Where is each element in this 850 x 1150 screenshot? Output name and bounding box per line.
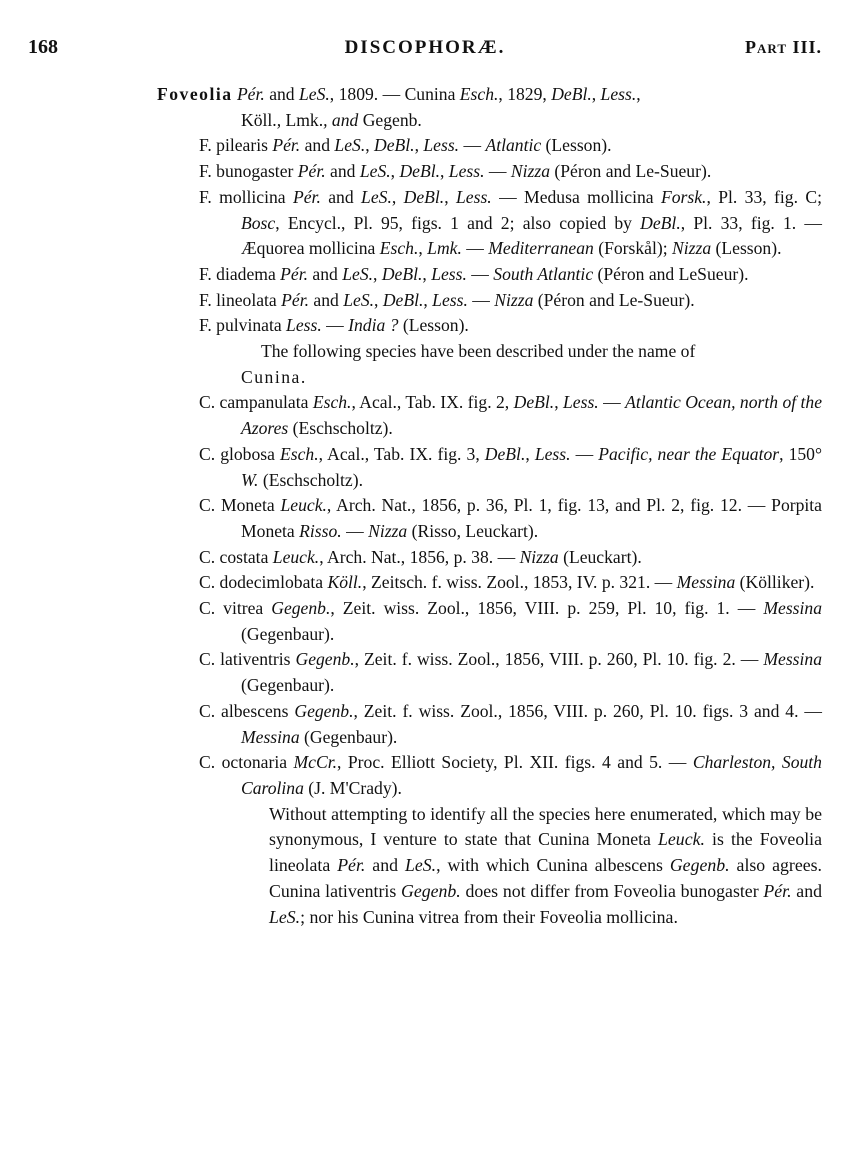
closing-paragraph-text [241,802,822,931]
text-run: and [264,84,299,104]
text-run: (Lesson). [398,315,469,336]
text-run: , Pl. 33, fig. C; [706,186,823,207]
text-run: , 1829, [498,84,552,104]
text-run: C. globosa [199,443,281,464]
italic-citation: Charleston, South Carolina [241,752,822,798]
genus-line-1 [233,84,641,104]
text-run: (Gegenbaur). [241,623,335,644]
species-entry-moneta [199,493,822,544]
italic-citation: LeS. [269,906,301,927]
italic-citation: Pacific, near the Equator [598,443,780,464]
species-entry-pilearis [199,133,822,159]
text-run: , Zeit. f. wiss. Zool., 1856, VIII. p. 260, Pl. 10. fig. 2. — [354,649,764,670]
text-run: C. albescens [199,700,295,721]
italic-citation: LeS. [404,855,437,876]
text-run: (Lesson). [541,135,612,156]
italic-citation: DeBl. [513,392,555,413]
species-entry-diadema [199,262,822,288]
italic-citation: LeS. [343,289,375,310]
text-run: , Zeit. wiss. Zool., 1856, VIII. p. 259, Pl. 10, fig. 1. — [330,598,764,619]
text-run: (Eschscholtz). [288,418,393,439]
text-run: , with which Cunina albescens [436,855,670,876]
text-run: and [300,135,335,156]
text-run: (Péron and Le-Sueur). [533,289,695,310]
text-run: , [554,392,563,413]
text-run: (Kölliker). [735,572,815,593]
text-run: (Gegenbaur). [299,726,398,747]
species-entry-campanulata [199,390,823,441]
text-run: — [466,263,494,284]
cunina-note-name: Cunina [241,366,301,387]
italic-citation: Gegenb. [669,855,730,876]
text-run: F. mollicina [199,186,293,207]
text-run: and [320,186,362,207]
text-run: , Zeitsch. f. wiss. Zool., 1853, IV. p. 321. — [362,572,677,593]
text-run: , [390,161,400,182]
text-run: — Medusa mollicina [491,186,661,207]
italic-citation: Forsk. [660,186,707,207]
cunina-note-end: . [300,366,306,387]
closing-paragraph [241,802,822,931]
text-run: — [461,238,489,259]
page-body [0,82,850,930]
italic-citation: Pér. [236,84,265,104]
italic-citation: Pér. [272,135,301,156]
text-run: , Zeit. f. wiss. Zool., 1856, VIII. p. 260, Pl. 10. figs. 3 and 4. — [353,700,823,721]
italic-citation: South Atlantic [493,263,594,284]
text-run: (Leuckart). [558,546,642,567]
italic-citation: Nizza [368,520,408,541]
italic-citation: Gegenb. [295,649,355,670]
text-run: (Forskål); [593,238,672,259]
text-run: F. bunogaster [199,161,298,182]
text-run: (Péron and LeSueur). [593,263,749,284]
text-run: and [365,855,405,876]
italic-citation: LeS. [359,161,391,182]
text-run: (Eschscholtz). [258,469,364,490]
text-run: Gegenb. [362,109,422,130]
text-run: , [423,289,433,310]
text-run: F. pilearis [199,135,273,156]
text-run: — [321,315,349,336]
text-run: , Encycl., Pl. 95, figs. 1 and 2; also copied by [275,212,641,233]
italic-citation: Leuck. [280,495,327,516]
italic-citation: Less. [423,135,460,156]
text-run: — [484,161,511,182]
text-run: and [791,880,822,901]
text-run: , [636,84,641,104]
italic-citation: Gegenb. [271,598,331,619]
italic-citation: Pér. [297,161,326,182]
italic-citation: Lmk. [427,238,462,259]
text-run: F. pulvinata [199,315,287,336]
italic-citation: India ? [348,315,399,336]
text-run: C. octonaria [199,752,294,773]
italic-citation: Less. [600,84,637,104]
italic-citation: W. [241,469,259,490]
text-run: Lmk. [285,109,324,130]
text-run: F. diadema [199,263,281,284]
italic-citation: Less. [456,186,492,207]
species-entry-costata [199,545,822,571]
text-run: does not differ from Foveolia bunogaster [460,880,764,901]
species-entry-lativentris [199,647,822,698]
text-run: and [308,263,343,284]
italic-citation: DeBl. [399,161,440,182]
italic-citation: DeBl. [551,84,592,104]
species-entry-pulvinata [199,313,822,339]
italic-citation: , [276,109,286,130]
italic-citation: Messina [763,649,822,670]
italic-citation: Nizza [494,289,534,310]
text-run: (Gegenbaur). [241,675,335,696]
text-run: , [591,84,601,104]
italic-citation: Atlantic [485,135,542,156]
italic-citation: DeBl. [484,443,526,464]
italic-citation: Pér. [280,263,309,284]
italic-citation: Messina [763,598,822,619]
text-run: (Lesson). [711,238,782,259]
part-label: Part III. [745,37,822,57]
species-entry-albescens [199,699,823,750]
italic-citation: Risso. [299,520,342,541]
italic-citation: Köll. [327,572,363,593]
text-run: C. lativentris [199,649,296,670]
italic-citation: Pér. [293,186,321,207]
italic-citation: DeBl. [381,263,423,284]
page-number: 168 [28,36,58,58]
italic-citation: Mediterranean [488,238,594,259]
cunina-note-text: The following species have been described under the name of [261,341,696,362]
italic-citation: Less. [432,289,468,310]
text-run: , Proc. Elliott Society, Pl. XII. figs. 4 and 5. — [337,752,693,773]
text-run: (Risso, Leuckart). [407,520,539,541]
text-run: , 150° [779,443,823,464]
text-run: and [309,289,344,310]
text-run: , [418,238,428,259]
text-run: , Acal., Tab. IX. fig. 2, [351,392,514,413]
text-run: ; nor his Cunina vitrea from their Foveolia mollicina. [300,906,678,927]
italic-citation: Less. [448,161,485,182]
text-run: — [459,135,486,156]
text-run: , [365,135,375,156]
italic-citation: , and [323,109,363,130]
italic-citation: Less. [286,315,322,336]
text-run: , Arch. Nat., 1856, p. 38. — [319,546,520,567]
text-run: Köll. [241,109,277,130]
italic-citation: LeS. [299,84,330,104]
italic-citation: Gegenb. [294,700,354,721]
page-header [28,36,822,64]
text-run: Without attempting to identify all the species here enumerated, which may be synonymous, I venture to state that Cunina Moneta [269,803,822,850]
italic-citation: Esch. [379,238,419,259]
italic-citation: Messina [241,726,300,747]
text-run: C. dodecimlobata [199,572,328,593]
text-run: , Arch. Nat., 1856, p. 36, Pl. 1, fig. 13, and Pl. 2, fig. 12. — Porpita Moneta [241,495,822,541]
text-run: (J. M'Crady). [303,777,402,798]
text-run: , [444,186,456,207]
italic-citation: Esch. [312,392,352,413]
species-entry-mollicina [199,185,823,262]
italic-citation: Bosc [241,212,276,233]
cunina-note [241,339,822,390]
italic-citation: Esch. [280,443,319,464]
italic-citation: Less. [534,443,571,464]
italic-citation: Nizza [519,546,559,567]
italic-citation: Messina [676,572,736,593]
text-run: (Péron and Le-Sueur). [550,161,712,182]
italic-citation: DeBl. [374,135,415,156]
genus-heading [157,82,822,133]
italic-citation: LeS. [361,186,392,207]
italic-citation: Leuck. [658,829,705,850]
text-run: , [440,161,449,182]
text-run: — [341,520,369,541]
species-entry-octonaria [199,750,822,801]
italic-citation: DeBl. [403,186,445,207]
text-run: and [325,161,360,182]
italic-citation: Leuck. [272,546,320,567]
italic-citation: LeS. [342,263,374,284]
text-run: , Acal., Tab. IX. fig. 3, [318,443,485,464]
text-run: — [467,289,495,310]
text-run: — [598,392,626,413]
italic-citation: Gegenb. [401,880,461,901]
text-run: , [391,186,404,207]
species-entry-lineolata [199,288,822,314]
text-run: , [414,135,424,156]
genus-name: Foveolia [157,84,233,104]
text-run: , 1809. — Cunina [329,84,460,104]
text-run: , Pl. 33, fig. 1. — Æquorea mollicina [241,212,822,259]
text-run: C. Moneta [199,495,281,516]
italic-citation: Less. [563,392,599,413]
species-entry-vitrea [199,596,822,647]
text-run: , [373,263,382,284]
italic-citation: Esch. [459,84,499,104]
italic-citation: DeBl. [640,212,681,233]
text-run: , [525,443,535,464]
text-run: , [374,289,383,310]
text-run: — [570,443,599,464]
italic-citation: DeBl. [382,289,424,310]
italic-citation: Less. [431,263,467,284]
text-run: F. lineolata [199,289,282,310]
italic-citation: Pér. [763,880,792,901]
text-run: C. campanulata [199,392,313,413]
cunina-species-list [0,390,850,801]
text-run: C. costata [199,546,273,567]
text-run: , [422,263,432,284]
italic-citation: Atlantic Ocean, north of the Azores [241,392,823,439]
running-title: DISCOPHORÆ. [344,37,506,58]
species-entry-bunogaster [199,159,822,185]
genus-line-2 [157,108,822,134]
italic-citation: Nizza [510,161,550,182]
text-run: also agrees. Cunina lativentris [269,855,822,901]
italic-citation: McCr. [293,752,338,773]
italic-citation: Pér. [281,289,310,310]
foveolia-species-list [0,133,850,339]
species-entry-dodecimlobata [199,570,822,596]
italic-citation: Nizza [672,238,712,259]
species-entry-globosa [199,442,823,493]
text-run: is the Foveolia lineolata [269,829,822,876]
text-run: C. vitrea [199,598,272,619]
italic-citation: LeS. [334,135,366,156]
italic-citation: Pér. [337,855,366,876]
